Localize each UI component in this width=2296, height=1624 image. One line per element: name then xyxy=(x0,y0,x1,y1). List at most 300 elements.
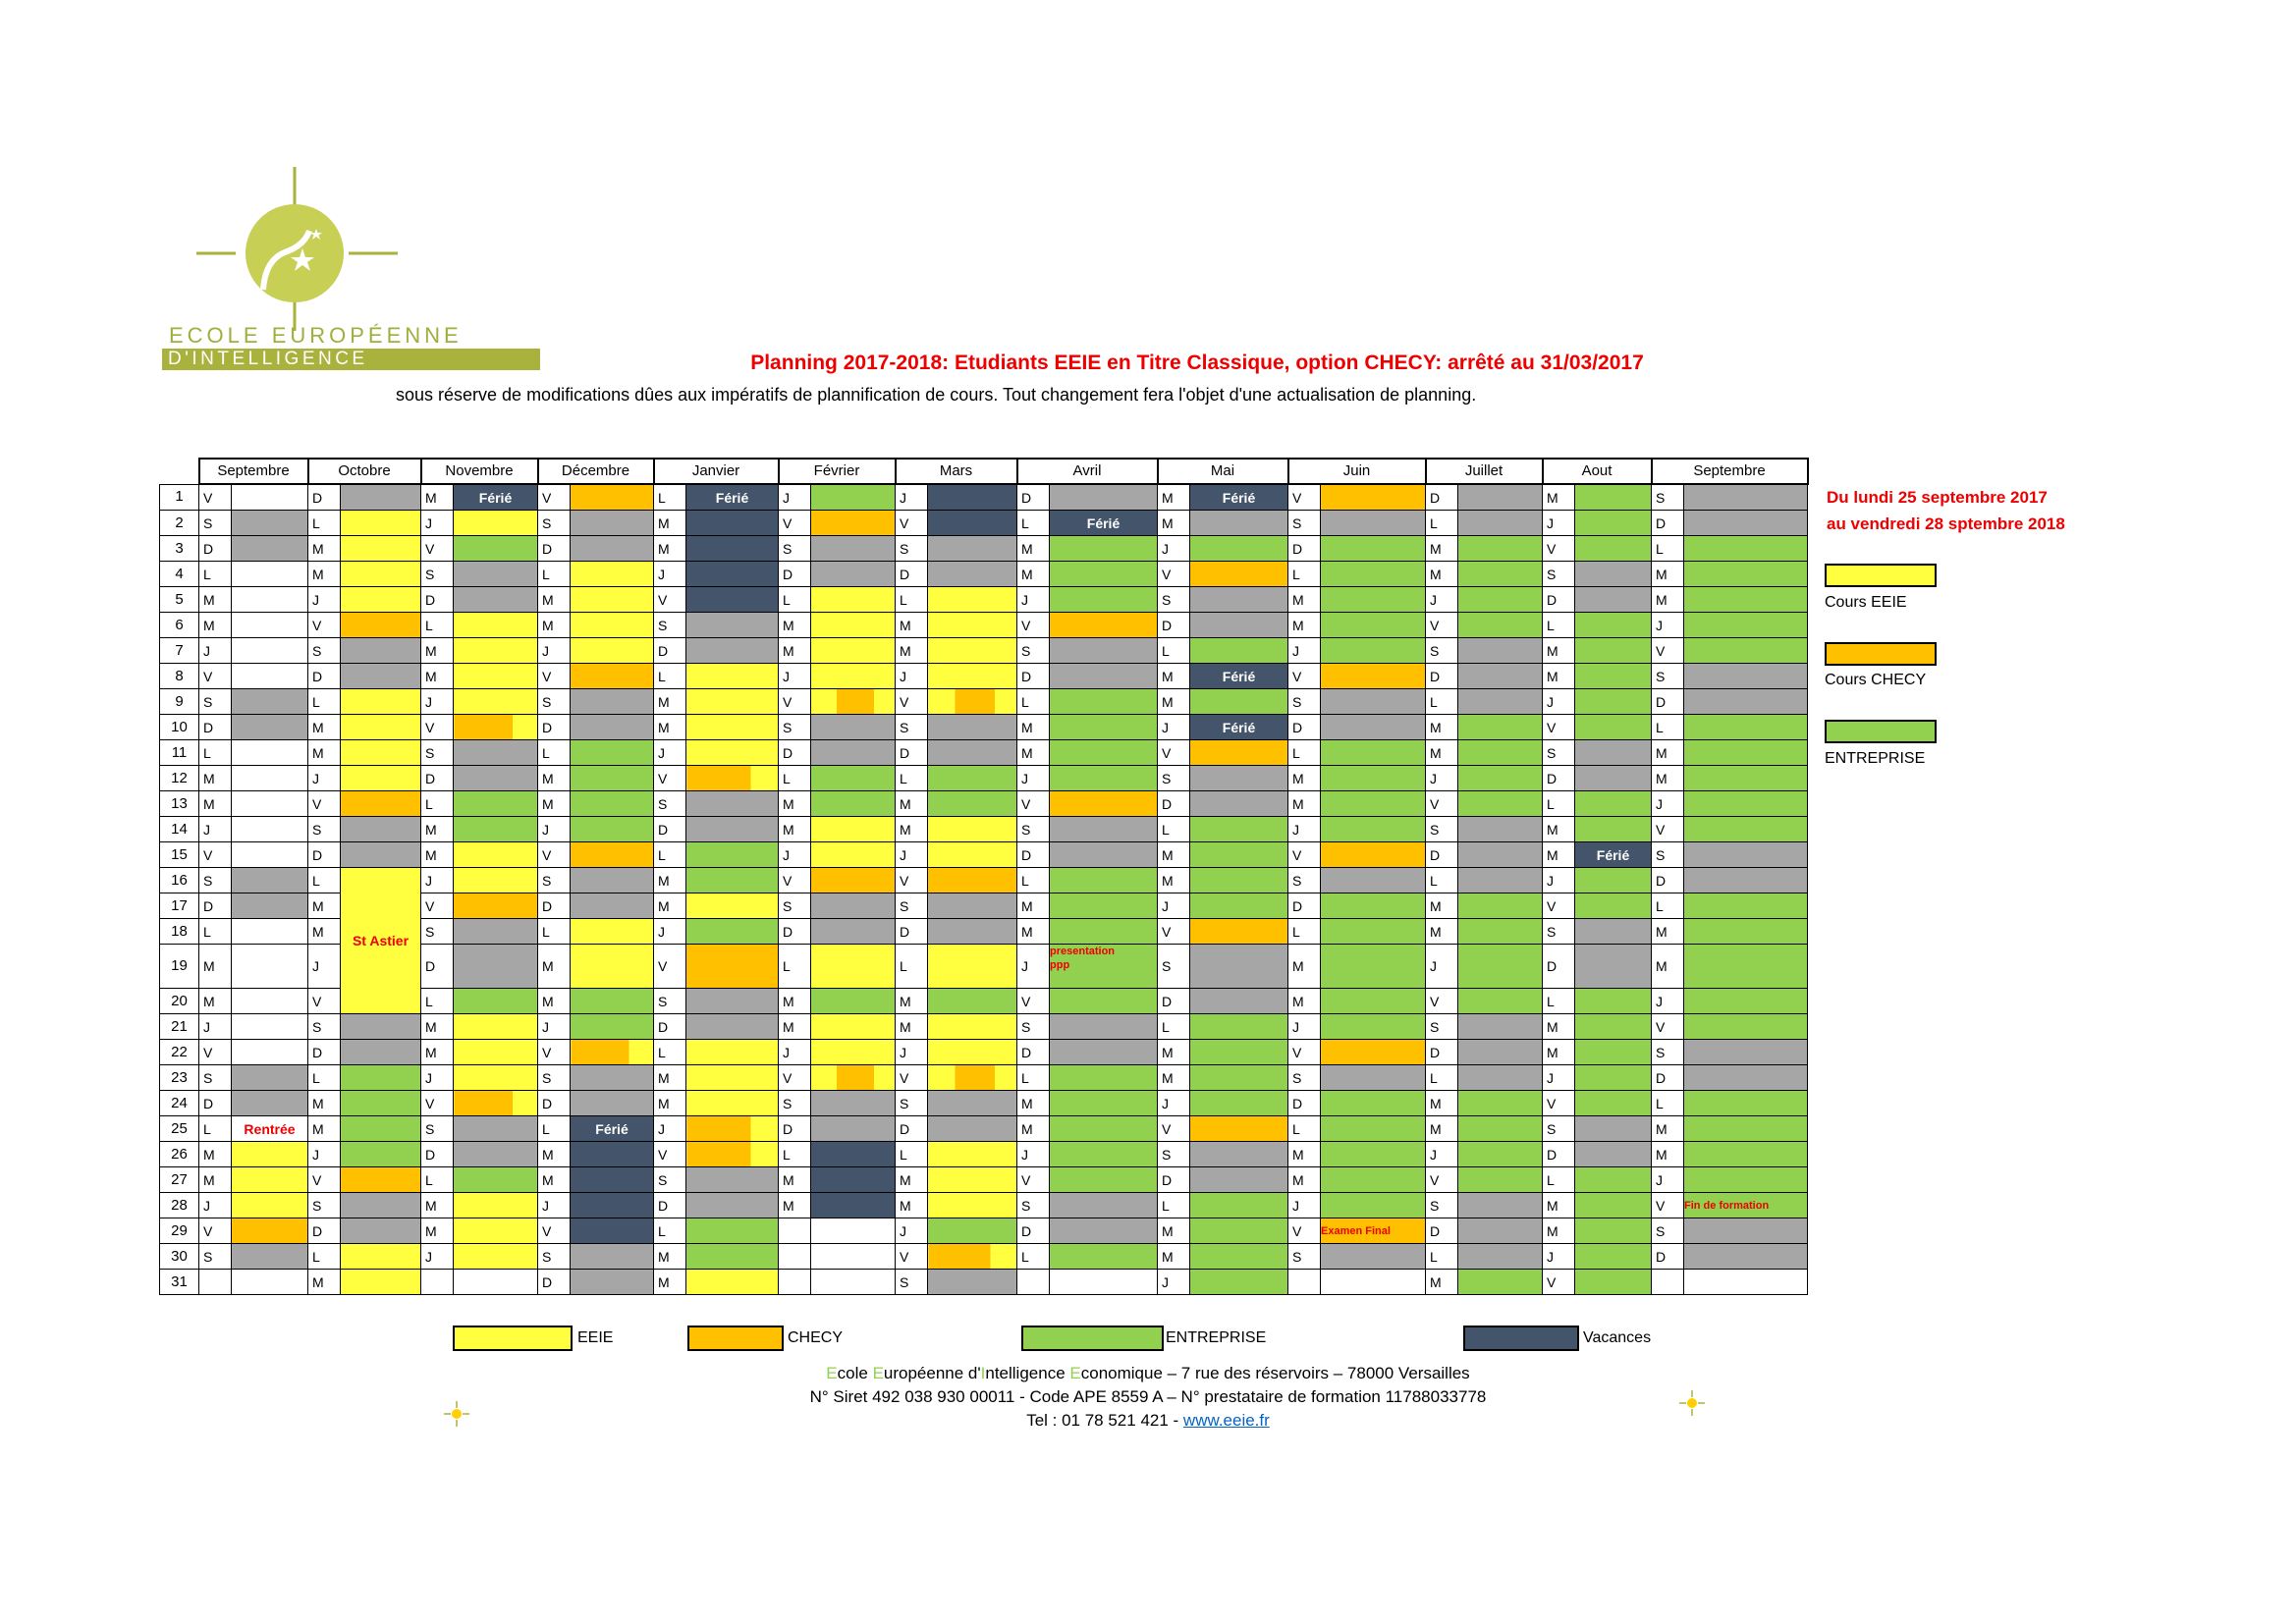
day-slot xyxy=(928,1270,1017,1295)
weekday-letter: M xyxy=(1426,919,1458,945)
weekday-letter: S xyxy=(779,536,811,562)
day-number: 29 xyxy=(160,1218,199,1244)
day-slot xyxy=(1684,1244,1808,1270)
weekday-letter: V xyxy=(1158,740,1190,766)
weekday-letter: L xyxy=(1158,638,1190,664)
day-slot xyxy=(1190,689,1288,715)
weekday-letter: S xyxy=(1426,817,1458,842)
day-slot xyxy=(232,740,308,766)
weekday-letter: J xyxy=(1288,817,1321,842)
footer-text-b: uropéenne d' xyxy=(883,1364,981,1382)
day-slot xyxy=(1684,868,1808,893)
day-slot xyxy=(1050,1142,1158,1167)
day-slot xyxy=(686,562,779,587)
month-header: Juillet xyxy=(1426,459,1543,484)
day-slot xyxy=(1575,511,1652,536)
day-slot xyxy=(454,562,538,587)
weekday-letter: M xyxy=(308,919,341,945)
weekday-letter: S xyxy=(1652,1040,1684,1065)
weekday-letter: J xyxy=(1017,587,1050,613)
sun-decoration-icon xyxy=(1677,1388,1707,1418)
weekday-letter: J xyxy=(199,817,232,842)
weekday-letter: L xyxy=(421,791,454,817)
weekday-letter: D xyxy=(308,1040,341,1065)
day-slot xyxy=(1190,989,1288,1014)
weekday-letter: J xyxy=(1158,1270,1190,1295)
day-slot xyxy=(454,766,538,791)
weekday-letter: D xyxy=(1543,766,1575,791)
weekday-letter: L xyxy=(1288,919,1321,945)
day-slot xyxy=(1050,1091,1158,1116)
day-row xyxy=(160,868,1808,893)
weekday-letter: M xyxy=(896,1193,928,1218)
day-slot xyxy=(1575,613,1652,638)
weekday-letter: M xyxy=(538,587,571,613)
day-slot xyxy=(1684,842,1808,868)
day-slot xyxy=(1575,1065,1652,1091)
day-number: 31 xyxy=(160,1270,199,1295)
weekday-letter: M xyxy=(308,715,341,740)
day-slot xyxy=(571,587,654,613)
day-slot xyxy=(1458,1218,1543,1244)
weekday-letter: L xyxy=(1426,1065,1458,1091)
weekday-letter: M xyxy=(199,989,232,1014)
weekday-letter: D xyxy=(654,1014,686,1040)
day-slot xyxy=(1575,1142,1652,1167)
weekday-letter: S xyxy=(1426,638,1458,664)
weekday-letter: S xyxy=(199,511,232,536)
weekday-letter: J xyxy=(1543,1065,1575,1091)
day-slot xyxy=(1050,664,1158,689)
weekday-letter: J xyxy=(1158,893,1190,919)
day-slot xyxy=(1050,562,1158,587)
day-slot xyxy=(1575,1193,1652,1218)
weekday-letter: L xyxy=(1017,511,1050,536)
weekday-letter xyxy=(421,1270,454,1295)
weekday-letter: M xyxy=(779,1193,811,1218)
weekday-letter: S xyxy=(1158,587,1190,613)
weekday-letter: V xyxy=(654,1142,686,1167)
weekday-letter: D xyxy=(308,842,341,868)
weekday-letter: D xyxy=(779,919,811,945)
day-slot xyxy=(928,1065,1017,1091)
weekday-letter: L xyxy=(779,945,811,989)
day-number: 21 xyxy=(160,1014,199,1040)
day-slot xyxy=(1684,817,1808,842)
weekday-letter: S xyxy=(1652,842,1684,868)
weekday-letter: V xyxy=(199,1218,232,1244)
weekday-letter: S xyxy=(1288,1065,1321,1091)
weekday-letter: V xyxy=(779,689,811,715)
day-slot xyxy=(811,989,896,1014)
weekday-letter: V xyxy=(308,1167,341,1193)
weekday-letter: S xyxy=(199,689,232,715)
day-slot xyxy=(1458,766,1543,791)
day-slot xyxy=(341,791,421,817)
weekday-letter: S xyxy=(199,1065,232,1091)
weekday-letter: M xyxy=(199,587,232,613)
weekday-letter: M xyxy=(779,989,811,1014)
weekday-letter: M xyxy=(1158,664,1190,689)
footer-text-d: conomique – 7 rue des réservoirs – 78000 Versailles xyxy=(1080,1364,1470,1382)
day-slot xyxy=(232,1218,308,1244)
day-number: 14 xyxy=(160,817,199,842)
weekday-letter: J xyxy=(1158,536,1190,562)
weekday-letter: M xyxy=(896,817,928,842)
day-slot xyxy=(928,562,1017,587)
day-slot xyxy=(1684,1218,1808,1244)
day-slot xyxy=(1190,536,1288,562)
day-slot xyxy=(1321,1193,1426,1218)
day-number: 12 xyxy=(160,766,199,791)
day-slot xyxy=(454,1244,538,1270)
day-slot xyxy=(1575,1116,1652,1142)
day-slot xyxy=(571,989,654,1014)
day-slot xyxy=(454,1167,538,1193)
day-slot xyxy=(1575,1218,1652,1244)
day-slot xyxy=(1321,638,1426,664)
weekday-letter: S xyxy=(421,1116,454,1142)
day-slot xyxy=(1458,1040,1543,1065)
day-slot xyxy=(232,689,308,715)
weekday-letter: V xyxy=(308,989,341,1014)
day-slot xyxy=(1321,1167,1426,1193)
day-slot xyxy=(811,1270,896,1295)
day-slot xyxy=(928,1193,1017,1218)
weekday-letter: V xyxy=(1158,919,1190,945)
weekday-letter: J xyxy=(779,484,811,511)
weekday-letter: D xyxy=(1543,945,1575,989)
weekday-letter: M xyxy=(779,1167,811,1193)
presentation-ppp-label xyxy=(1050,945,1158,989)
day-slot xyxy=(341,740,421,766)
day-number: 2 xyxy=(160,511,199,536)
st-astier-block: St Astier xyxy=(341,868,421,1014)
weekday-letter: D xyxy=(308,484,341,511)
weekday-letter: M xyxy=(896,989,928,1014)
weekday-letter: M xyxy=(1652,587,1684,613)
weekday-letter: J xyxy=(1288,638,1321,664)
weekday-letter: S xyxy=(1158,766,1190,791)
weekday-letter: L xyxy=(896,587,928,613)
weekday-letter: M xyxy=(654,511,686,536)
day-slot xyxy=(1190,587,1288,613)
day-slot xyxy=(341,842,421,868)
weekday-letter: S xyxy=(538,868,571,893)
weekday-letter: L xyxy=(654,842,686,868)
day-slot xyxy=(571,791,654,817)
weekday-letter: J xyxy=(1017,945,1050,989)
weekday-letter: J xyxy=(308,945,341,989)
day-slot xyxy=(811,817,896,842)
weekday-letter: M xyxy=(654,868,686,893)
weekday-letter: L xyxy=(779,1142,811,1167)
weekday-letter: S xyxy=(896,715,928,740)
day-number: 15 xyxy=(160,842,199,868)
weekday-letter: D xyxy=(1017,842,1050,868)
side-legend-label-checy: Cours CHECY xyxy=(1825,672,1927,688)
weekday-letter: L xyxy=(1652,893,1684,919)
day-slot xyxy=(1190,1167,1288,1193)
day-slot xyxy=(1190,740,1288,766)
weekday-letter: D xyxy=(1158,989,1190,1014)
day-number: 9 xyxy=(160,689,199,715)
day-row xyxy=(160,689,1808,715)
day-slot xyxy=(1321,587,1426,613)
weekday-letter: J xyxy=(421,868,454,893)
weekday-letter: L xyxy=(199,1116,232,1142)
day-row xyxy=(160,791,1808,817)
day-slot xyxy=(1684,562,1808,587)
day-slot xyxy=(928,893,1017,919)
bottom-legend-label-vacances: Vacances xyxy=(1583,1329,1652,1346)
day-slot xyxy=(1190,638,1288,664)
footer-address xyxy=(0,1364,2296,1383)
weekday-letter: V xyxy=(779,511,811,536)
day-slot xyxy=(232,842,308,868)
day-row xyxy=(160,1040,1808,1065)
day-slot xyxy=(1321,945,1426,989)
side-legend-swatch-eeie xyxy=(1825,564,1937,587)
day-slot xyxy=(1190,1014,1288,1040)
day-slot xyxy=(1321,1014,1426,1040)
weekday-letter: M xyxy=(1543,1193,1575,1218)
logo-target-icon xyxy=(196,167,398,331)
weekday-letter: M xyxy=(308,1091,341,1116)
day-slot xyxy=(571,868,654,893)
weekday-letter: V xyxy=(538,664,571,689)
weekday-letter: S xyxy=(308,638,341,664)
month-header: Décembre xyxy=(538,459,654,484)
day-slot xyxy=(1575,817,1652,842)
day-slot xyxy=(1684,1142,1808,1167)
day-slot xyxy=(1190,1040,1288,1065)
presentation-line: presentation xyxy=(1050,946,1116,957)
weekday-letter: M xyxy=(1017,562,1050,587)
day-slot xyxy=(1458,919,1543,945)
day-number: 19 xyxy=(160,945,199,989)
day-slot xyxy=(1190,868,1288,893)
weekday-letter: M xyxy=(896,1167,928,1193)
weekday-letter: L xyxy=(1158,1193,1190,1218)
day-number: 6 xyxy=(160,613,199,638)
day-slot xyxy=(1458,1116,1543,1142)
weekday-letter: V xyxy=(779,1065,811,1091)
day-slot xyxy=(571,1244,654,1270)
sun-decoration-icon xyxy=(442,1399,471,1429)
weekday-letter: M xyxy=(421,484,454,511)
day-slot xyxy=(1458,511,1543,536)
footer-website-link[interactable]: www.eeie.fr xyxy=(1182,1411,1270,1430)
day-slot xyxy=(1684,689,1808,715)
day-slot xyxy=(571,740,654,766)
weekday-letter: S xyxy=(308,1014,341,1040)
weekday-letter xyxy=(779,1218,811,1244)
weekday-letter: J xyxy=(1288,1014,1321,1040)
day-slot xyxy=(1050,1116,1158,1142)
weekday-letter: L xyxy=(1288,562,1321,587)
weekday-letter: V xyxy=(1543,1091,1575,1116)
day-slot xyxy=(811,893,896,919)
day-slot xyxy=(232,1040,308,1065)
weekday-letter: M xyxy=(199,766,232,791)
footer-text-a: cole xyxy=(837,1364,873,1382)
weekday-letter: V xyxy=(199,1040,232,1065)
day-slot xyxy=(1684,613,1808,638)
weekday-letter: V xyxy=(1288,842,1321,868)
day-slot xyxy=(811,945,896,989)
weekday-letter: M xyxy=(1426,536,1458,562)
weekday-letter: L xyxy=(308,1065,341,1091)
weekday-letter: M xyxy=(1543,1040,1575,1065)
footer-contact xyxy=(0,1411,2296,1431)
bottom-legend-swatch-vacances xyxy=(1463,1326,1579,1351)
weekday-letter: J xyxy=(421,1065,454,1091)
day-slot xyxy=(686,893,779,919)
day-slot xyxy=(686,587,779,613)
day-slot xyxy=(686,1142,779,1167)
day-slot xyxy=(1321,791,1426,817)
ferie-holiday: Férié xyxy=(686,484,779,511)
weekday-letter: S xyxy=(1543,1116,1575,1142)
day-slot xyxy=(341,562,421,587)
day-slot xyxy=(928,842,1017,868)
weekday-letter: D xyxy=(1543,1142,1575,1167)
weekday-letter: V xyxy=(1288,1040,1321,1065)
day-slot xyxy=(1050,791,1158,817)
day-slot xyxy=(686,945,779,989)
weekday-letter: D xyxy=(779,740,811,766)
day-slot xyxy=(341,613,421,638)
weekday-letter: M xyxy=(1017,536,1050,562)
weekday-letter: M xyxy=(421,1014,454,1040)
weekday-letter: J xyxy=(654,740,686,766)
day-slot xyxy=(1190,1091,1288,1116)
day-slot xyxy=(454,740,538,766)
weekday-letter xyxy=(199,1270,232,1295)
weekday-letter: D xyxy=(199,536,232,562)
weekday-letter: S xyxy=(538,1065,571,1091)
day-slot xyxy=(454,1218,538,1244)
day-slot xyxy=(686,1116,779,1142)
weekday-letter: V xyxy=(1288,484,1321,511)
weekday-letter: D xyxy=(1288,893,1321,919)
day-slot xyxy=(454,791,538,817)
day-slot xyxy=(1458,1091,1543,1116)
day-number: 18 xyxy=(160,919,199,945)
weekday-letter: M xyxy=(308,536,341,562)
day-slot xyxy=(1575,536,1652,562)
weekday-letter: M xyxy=(199,945,232,989)
weekday-letter: M xyxy=(199,1142,232,1167)
day-row xyxy=(160,664,1808,689)
day-slot xyxy=(571,1040,654,1065)
weekday-letter: S xyxy=(896,1091,928,1116)
day-slot xyxy=(811,1193,896,1218)
weekday-letter: S xyxy=(896,1270,928,1295)
day-slot xyxy=(928,1091,1017,1116)
weekday-letter xyxy=(779,1270,811,1295)
weekday-letter: L xyxy=(1017,868,1050,893)
weekday-letter: J xyxy=(779,1040,811,1065)
day-number: 25 xyxy=(160,1116,199,1142)
day-slot xyxy=(811,766,896,791)
weekday-letter: S xyxy=(421,562,454,587)
weekday-letter: J xyxy=(308,1142,341,1167)
weekday-letter: V xyxy=(1543,893,1575,919)
day-row xyxy=(160,817,1808,842)
weekday-letter: D xyxy=(1158,1167,1190,1193)
weekday-letter: M xyxy=(538,1142,571,1167)
day-slot xyxy=(454,1040,538,1065)
day-slot xyxy=(928,1014,1017,1040)
bottom-legend-swatch-entreprise xyxy=(1021,1326,1164,1351)
day-slot xyxy=(928,919,1017,945)
day-row xyxy=(160,715,1808,740)
day-slot xyxy=(1684,484,1808,511)
weekday-letter: L xyxy=(1426,689,1458,715)
month-header: Avril xyxy=(1017,459,1158,484)
side-legend-label-eeie: Cours EEIE xyxy=(1825,594,1907,611)
day-slot xyxy=(1190,817,1288,842)
day-slot xyxy=(232,664,308,689)
weekday-letter: L xyxy=(1017,689,1050,715)
weekday-letter: S xyxy=(421,740,454,766)
day-slot xyxy=(811,1218,896,1244)
weekday-letter: D xyxy=(896,1116,928,1142)
day-slot xyxy=(1684,1091,1808,1116)
day-number: 8 xyxy=(160,664,199,689)
day-slot xyxy=(571,919,654,945)
day-slot xyxy=(1321,919,1426,945)
month-header: Aout xyxy=(1543,459,1652,484)
day-slot xyxy=(928,791,1017,817)
day-slot xyxy=(928,1142,1017,1167)
day-slot xyxy=(232,766,308,791)
day-slot xyxy=(1458,715,1543,740)
day-slot xyxy=(232,989,308,1014)
day-slot xyxy=(1190,613,1288,638)
day-slot xyxy=(232,511,308,536)
weekday-letter: J xyxy=(308,766,341,791)
day-number: 7 xyxy=(160,638,199,664)
day-slot xyxy=(928,1116,1017,1142)
day-slot xyxy=(928,945,1017,989)
day-slot xyxy=(686,1218,779,1244)
day-slot xyxy=(571,613,654,638)
side-legend-label-entreprise: ENTREPRISE xyxy=(1825,750,1926,767)
weekday-letter: L xyxy=(1426,511,1458,536)
weekday-letter: J xyxy=(1652,989,1684,1014)
weekday-letter: V xyxy=(1158,562,1190,587)
weekday-letter: S xyxy=(1158,1142,1190,1167)
weekday-letter: M xyxy=(1017,919,1050,945)
weekday-letter: D xyxy=(1652,511,1684,536)
side-legend-swatch-checy xyxy=(1825,642,1937,666)
day-row xyxy=(160,1065,1808,1091)
weekday-letter xyxy=(779,1244,811,1270)
day-slot xyxy=(686,664,779,689)
day-slot xyxy=(232,1193,308,1218)
day-slot xyxy=(686,1040,779,1065)
day-slot xyxy=(1190,1244,1288,1270)
weekday-letter: M xyxy=(421,842,454,868)
weekday-letter: S xyxy=(654,791,686,817)
day-slot xyxy=(571,1065,654,1091)
day-slot xyxy=(1458,791,1543,817)
weekday-letter: M xyxy=(421,1218,454,1244)
weekday-letter: M xyxy=(538,945,571,989)
